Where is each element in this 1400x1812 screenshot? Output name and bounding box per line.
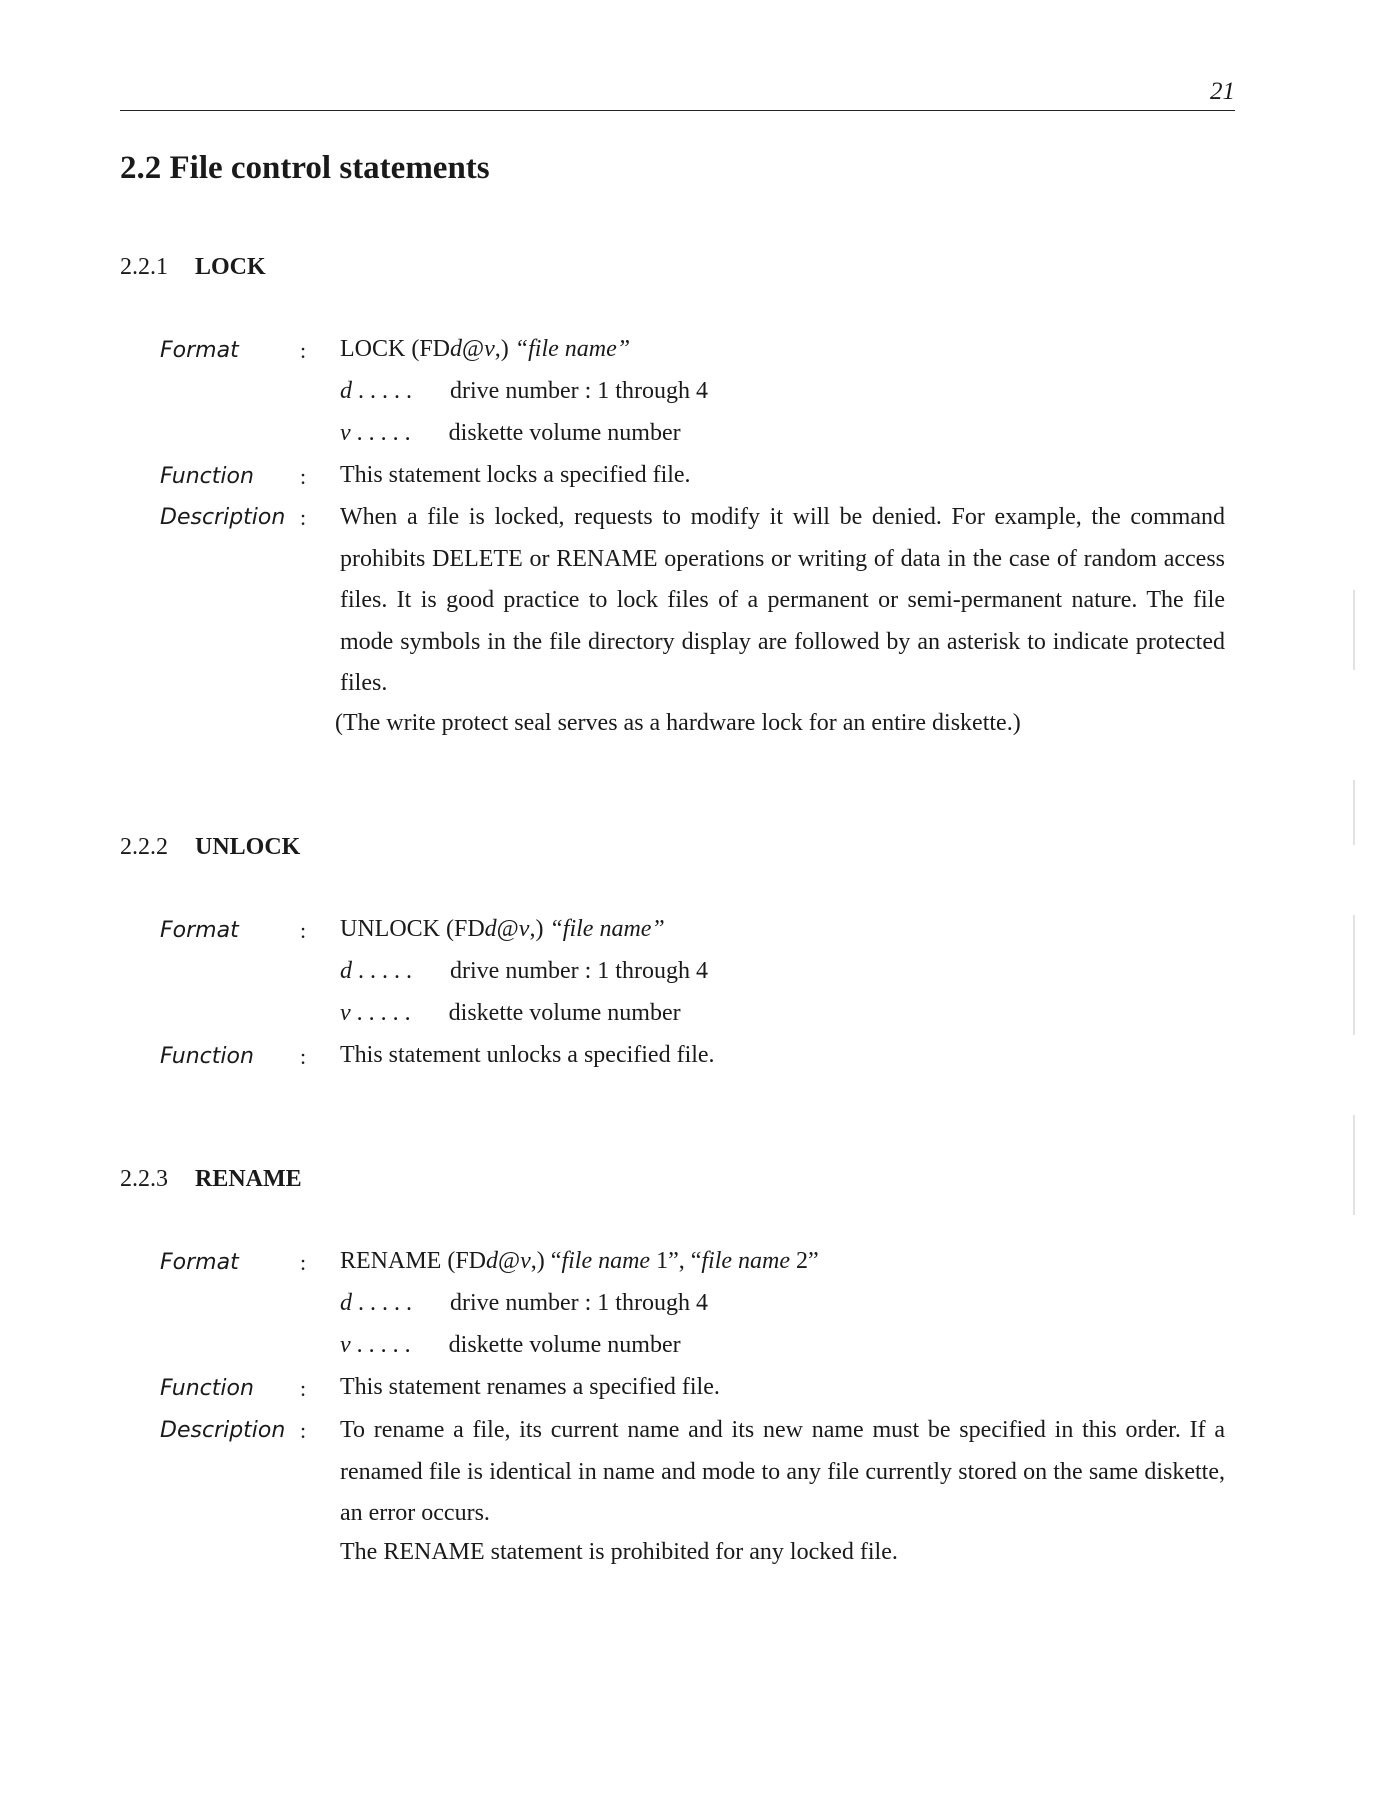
param-symbol: d [340,958,352,984]
format-close: ,) [529,916,544,942]
param-text: diskette volume number [448,1332,681,1358]
format-v: v [520,1248,531,1274]
format-d: d [450,336,463,362]
colon: : [300,505,307,530]
format-filename-1-suffix: 1”, “ [650,1248,702,1274]
format-at: @ [496,916,519,942]
format-close: ,) [530,1248,545,1274]
function-label: Function [160,1044,254,1069]
format-filename-2-suffix: 2” [790,1248,819,1274]
scan-mark [1353,915,1355,1035]
format-d: d [486,1248,499,1274]
param-symbol: v [340,1332,351,1358]
colon: : [300,1250,307,1275]
function-label: Function [160,1376,254,1401]
lock-format-syntax [340,336,630,363]
colon: : [300,338,307,363]
section-number: 2.2.3 [120,1166,168,1192]
format-filename: “file name” [549,916,665,942]
lock-description: When a file is locked, requests to modify it will be denied. For example, the command prohibits DELETE or RENAME operations or writing of data in the case of random access files. It is good practice to lock files of a permanent or semi-permanent nature. The file mode symbols in the file directory display are followed by an asterisk to indicate protected files. [340,504,1225,696]
format-d: d [484,916,497,942]
param-text: drive number : 1 through 4 [450,1290,708,1316]
page-number: 21 [1210,78,1235,105]
param-symbol: d [340,378,352,404]
section-number: 2.2.1 [120,254,168,280]
param-v [340,1332,681,1359]
param-text: diskette volume number [448,1000,681,1026]
format-open: (FD [411,336,451,362]
param-dots: . . . . . [356,420,411,446]
format-command: UNLOCK [340,916,440,942]
scan-mark [1353,590,1355,670]
header-rule [120,110,1235,111]
lock-note: (The write protect seal serves as a hardware lock for an entire diskette.) [335,710,1021,736]
param-symbol: v [340,420,351,446]
param-d [340,1290,708,1317]
format-close: ,) [494,336,509,362]
section-name: LOCK [195,254,266,280]
format-v: v [518,916,530,942]
format-label: Format [160,918,239,943]
format-at: @ [498,1248,521,1274]
param-dots: . . . . . [358,958,412,984]
rename-note: The RENAME statement is prohibited for any locked file. [340,1539,898,1565]
format-open: (FD [446,916,485,942]
rename-description: To rename a file, its current name and its new name must be specified in this order. If a renamed file is identical in name and mode to any file currently stored on the same diskette, an error occurs. [340,1417,1225,1526]
param-dots: . . . . . [358,1290,412,1316]
section-heading-lock [120,254,266,281]
description-label: Description [160,1418,286,1443]
param-v [340,420,681,447]
format-open: (FD [447,1248,487,1274]
format-v: v [484,336,495,362]
param-d [340,378,708,405]
description-label: Description [160,505,286,530]
format-command: LOCK [340,336,406,362]
format-quote-open: “ [550,1248,562,1274]
format-filename-1: file name [561,1248,651,1274]
param-symbol: v [340,1000,351,1026]
colon: : [300,464,307,489]
format-filename: “file name” [514,336,631,362]
param-dots: . . . . . [356,1000,411,1026]
format-label: Format [160,338,239,363]
param-dots: . . . . . [356,1332,411,1358]
section-heading-unlock [120,834,300,861]
scan-mark [1353,1115,1355,1215]
format-command: RENAME [340,1248,442,1274]
rename-function-text: This statement renames a specified file. [340,1374,720,1400]
param-d [340,958,708,985]
section-heading-rename [120,1166,302,1193]
param-text: drive number : 1 through 4 [450,378,708,404]
param-text: diskette volume number [448,420,681,446]
unlock-function-text: This statement unlocks a specified file. [340,1042,715,1068]
param-dots: . . . . . [358,378,412,404]
colon: : [300,1044,307,1069]
param-symbol: d [340,1290,352,1316]
section-number: 2.2.2 [120,834,168,860]
param-text: drive number : 1 through 4 [450,958,708,984]
section-name: UNLOCK [195,834,301,860]
chapter-title: 2.2 File control statements [120,150,490,186]
format-label: Format [160,1250,239,1275]
scan-mark [1353,780,1355,845]
colon: : [300,1376,307,1401]
colon: : [300,918,307,943]
format-filename-2: file name [701,1248,791,1274]
rename-format-syntax [340,1248,819,1275]
colon: : [300,1418,307,1443]
format-at: @ [462,336,485,362]
param-v [340,1000,681,1027]
section-name: RENAME [195,1166,302,1192]
unlock-format-syntax [340,916,665,943]
lock-function-text: This statement locks a specified file. [340,462,691,488]
function-label: Function [160,464,254,489]
